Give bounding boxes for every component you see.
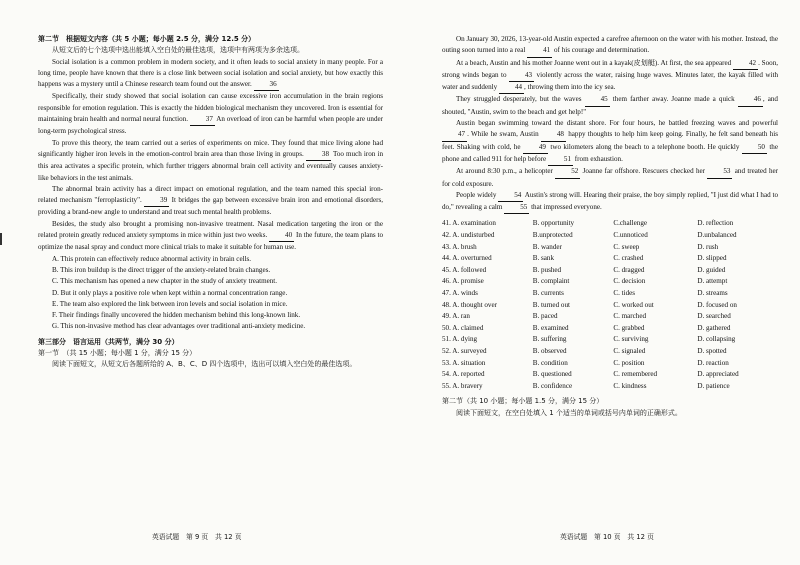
choice-option[interactable]: 48. A. thought over (442, 300, 497, 309)
choice-option[interactable]: 54. A. reported (442, 370, 485, 379)
blank-41[interactable]: 41 (527, 45, 552, 57)
choice-row (442, 288, 778, 300)
choice-row (442, 230, 778, 242)
option-item[interactable]: C. This mechanism has opened a new chapter in the study of anxiety treatment. (52, 277, 278, 286)
blank-46[interactable]: 46 (738, 94, 763, 106)
passage-paragraph: To prove this theory, the team carried out a series of experiments on mice. They found that mice living alone had significantly higher iron levels in the emotion-control brain area than those living in groups. 38 Too much iron in this area activates a specific protein, which further triggers abnormal brain cell activity and eventually causes anxiety-like behaviors in the test animals. (38, 138, 383, 182)
choice-option[interactable]: C. sweep (613, 242, 640, 251)
choice-option[interactable]: B. paced (532, 312, 558, 321)
choice-row (442, 381, 778, 393)
section-instruction: 从短文后的七个选项中选出能填入空白处的最佳选项，选项中有两项为多余选项。 (52, 46, 304, 55)
choice-option[interactable]: B. complaint (532, 277, 570, 286)
choice-option[interactable]: C. decision (613, 277, 646, 286)
binding-mark (0, 233, 2, 245)
choice-option[interactable]: B. wander (532, 242, 562, 251)
passage-paragraph: At a beach, Austin and his mother Joanne went out in a kayak(皮划艇). At first, the sea appeared 42 . Soon, strong winds began to 43 violently across the water, raising huge waves. Minutes later, the kayak filled with water and suddenly 44 , throwing them into the icy sea. (442, 58, 778, 95)
choice-option[interactable]: B. pushed (532, 265, 562, 274)
option-item[interactable]: B. This iron buildup is the direct trigger of the anxiety-related brain changes. (52, 265, 271, 274)
blank-55[interactable]: 55 (504, 202, 529, 214)
choice-option[interactable]: D. appreciated (697, 370, 739, 379)
blank-42[interactable]: 42 (733, 58, 758, 70)
choice-row (442, 276, 778, 288)
choice-option[interactable]: D. spotted (697, 346, 727, 355)
blank-43[interactable]: 43 (509, 70, 534, 82)
blank-53[interactable]: 53 (707, 166, 732, 178)
passage-paragraph: Specifically, their study showed that social isolation can cause excessive iron accumulation in the brain regions responsible for emotion regulation. This is exactly the hidden biological mechanism they uncovered. Iron is essential for maintaining brain health and normal neural function. 37 An overload of iron can be harmful when people are under long-term psychological stress. (38, 92, 383, 136)
choice-option[interactable]: C.challenge (613, 219, 648, 228)
choice-option[interactable]: B. sank (532, 254, 554, 263)
section-heading: 第二节 根据短文内容（共 5 小题；每小题 2.5 分，满分 12.5 分） (38, 35, 256, 43)
choice-option[interactable]: D. focused on (697, 300, 737, 309)
choice-option[interactable]: 50. A. claimed (442, 323, 484, 332)
choice-option[interactable]: C. crashed (613, 254, 644, 263)
section2-instruction: 阅读下面短文，在空白处填入 1 个适当的单词或括号内单词的正确形式。 (456, 408, 682, 417)
choice-row (442, 358, 778, 370)
choices-table (442, 218, 778, 392)
blank-48[interactable]: 48 (541, 129, 566, 141)
choice-option[interactable]: C. position (613, 358, 645, 367)
blank-40[interactable]: 40 (269, 230, 294, 242)
passage-paragraph: Austin began swimming toward the distant shore. For four hours, he battled freezing waves and powerful 47 . While he swam, Austin 48 happy thoughts to help him keep going. Finally, he felt sand beneath his feet. Shaking with cold, he 49 two kilometers along the beach to a telephone booth. He quickly 50 the phone and called 911 for help before 51 from exhaustion. (442, 118, 778, 166)
page-footer-right: 英语试题 第 10 页 共 12 页 (560, 533, 654, 541)
choice-option[interactable]: C. remembered (613, 370, 658, 379)
choice-option[interactable]: B. opportunity (532, 219, 575, 228)
choice-row (442, 323, 778, 335)
choice-option[interactable]: C. worked out (613, 300, 654, 309)
option-item[interactable]: F. Their findings finally uncovered the hidden mechanism behind this long-known link. (52, 311, 301, 320)
option-item[interactable]: E. The team also explored the link between iron levels and social isolation in mice. (52, 299, 288, 308)
choice-option[interactable]: C. kindness (613, 381, 647, 390)
choice-row (442, 311, 778, 323)
choice-option[interactable]: 43. A. brush (442, 242, 477, 251)
choice-option[interactable]: B. condition (532, 358, 568, 367)
choice-option[interactable]: C. marched (613, 312, 647, 321)
choice-option[interactable]: D. patience (697, 381, 730, 390)
choice-row (442, 369, 778, 381)
choice-row (442, 334, 778, 346)
passage-paragraph: At around 8:30 p.m., a helicopter 52 Joanne far offshore. Rescuers checked her 53 and treated her for cold exposure. (442, 167, 779, 188)
choice-option[interactable]: B. questioned (532, 370, 572, 379)
choice-option[interactable]: D. guided (697, 265, 726, 274)
blank-50[interactable]: 50 (742, 142, 767, 154)
option-item[interactable]: A. This protein can effectively reduce abnormal activity in brain cells. (52, 254, 252, 263)
choice-option[interactable]: B. turned out (532, 300, 570, 309)
blank-52[interactable]: 52 (555, 166, 580, 178)
choice-option[interactable]: B. currents (532, 289, 564, 298)
left-page (38, 34, 383, 371)
section2-heading: 第二节（共 10 小题；每小题 1.5 分，满分 15 分） (442, 397, 604, 406)
blank-38[interactable]: 38 (306, 149, 331, 161)
passage-paragraph: Besides, the study also brought a promising non-invasive treatment. Nasal medication targeting the iron or the related protein greatly reduced anxiety symptoms in mice within just two weeks. 40 In the future, the team plans to optimize the nasal spray and conduct more clinical trials to make it suitable for human use. (38, 219, 383, 252)
choice-option[interactable]: D.unbalanced (697, 231, 737, 240)
choice-option[interactable]: D. reaction (697, 358, 729, 367)
choice-option[interactable]: 47. A. winds (442, 289, 478, 298)
passage-paragraph: Social isolation is a common problem in modern society, and it often leads to social anxiety in many people. For a long time, people have known that there is a close link between social isolation and social anxiety, but how exactly this happens was a mystery until a Chinese research team found out the answer. 36 (38, 57, 383, 92)
choice-row (442, 265, 778, 277)
option-item[interactable]: D. But it only plays a positive role when kept within a normal concentration range. (52, 288, 288, 297)
passage-paragraph: People widely 54 Austin's strong will. Hearing their praise, the boy simply replied, "I just did what I had to do," revealing a calm 55 that impressed everyone. (442, 190, 778, 215)
choice-option[interactable]: D. attempt (697, 277, 728, 286)
passage-paragraph: They struggled desperately, but the waves 45 them farther away. Joanne made a quick 46 , and shouted, "Austin, swim to the beach and get help!" (442, 95, 778, 116)
choice-option[interactable]: 55. A. bravery (442, 381, 483, 390)
blank-44[interactable]: 44 (499, 82, 524, 94)
choice-option[interactable]: D. reflection (697, 219, 734, 228)
part3-subheading: 第一节 （共 15 小题；每小题 1 分，满分 15 分） (38, 349, 197, 358)
choice-option[interactable]: 42. A. undisturbed (442, 231, 495, 240)
option-list (38, 254, 383, 333)
choice-option[interactable]: C. grabbed (613, 323, 645, 332)
choice-option[interactable]: D. slipped (697, 254, 727, 263)
choice-option[interactable]: 44. A. overturned (442, 254, 492, 263)
part3-instruction: 阅读下面短文，从短文后各题所给的 A、B、C、D 四个选项中，选出可以填入空白处的最佳选项。 (52, 360, 357, 369)
choice-option[interactable]: C. tides (613, 289, 636, 298)
blank-54[interactable]: 54 (498, 190, 523, 202)
right-page (442, 34, 778, 419)
choice-option[interactable]: D. rush (697, 242, 719, 251)
passage-paragraph: The abnormal brain activity has a direct impact on emotional regulation, and the team named this special iron-related mechanism "ferroplasticity". 39 It bridges the gap between excessive brain iron and emotional disorders, providing a brand-new angle to understand and treat such mental health problems. (38, 184, 383, 217)
choice-option[interactable]: 53. A. situation (442, 358, 486, 367)
choice-option[interactable]: 51. A. dying (442, 335, 478, 344)
choice-option[interactable]: B. observed (532, 346, 567, 355)
blank-37[interactable]: 37 (190, 114, 215, 126)
choice-row (442, 242, 778, 254)
choice-row (442, 253, 778, 265)
blank-36[interactable]: 36 (254, 79, 279, 91)
choice-option[interactable]: 46. A. promise (442, 277, 484, 286)
choice-option[interactable]: B. examined (532, 323, 569, 332)
page-footer-left: 英语试题 第 9 页 共 12 页 (152, 533, 242, 541)
choice-option[interactable]: D. searched (697, 312, 731, 321)
blank-47[interactable]: 47 (442, 129, 467, 141)
choice-option[interactable]: 52. A. surveyed (442, 346, 487, 355)
choice-option[interactable]: C.unnoticed (613, 231, 648, 240)
choice-option[interactable]: C. dragged (613, 265, 645, 274)
choice-row (442, 218, 778, 230)
choice-option[interactable]: B.unprotected (532, 231, 573, 240)
choice-option[interactable]: B. confidence (532, 381, 573, 390)
choice-option[interactable]: C. surviving (613, 335, 649, 344)
passage-paragraph: On January 30, 2026, 13-year-old Austin expected a carefree afternoon on the water with his mother. Instead, the outing soon turned into a real 41 of his courage and determination. (442, 34, 778, 58)
blank-39[interactable]: 39 (144, 195, 169, 207)
choice-option[interactable]: B. suffering (532, 335, 567, 344)
choice-option[interactable]: D. collapsing (697, 335, 736, 344)
blank-51[interactable]: 51 (548, 154, 573, 166)
choice-option[interactable]: D. streams (697, 289, 728, 298)
choice-option[interactable]: 49. A. ran (442, 312, 470, 321)
choice-row (442, 300, 778, 312)
choice-option[interactable]: 45. A. followed (442, 265, 487, 274)
choice-option[interactable]: D. gathered (697, 323, 731, 332)
blank-49[interactable]: 49 (523, 142, 548, 154)
choice-option[interactable]: 41. A. examination (442, 219, 496, 228)
choice-row (442, 346, 778, 358)
part3-heading: 第三部分 语言运用（共两节，满分 30 分） (38, 337, 179, 346)
blank-45[interactable]: 45 (585, 94, 610, 106)
choice-option[interactable]: C. signaled (613, 346, 646, 355)
option-item[interactable]: G. This non-invasive method has clear advantages over traditional anti-anxiety medicine. (52, 322, 306, 331)
